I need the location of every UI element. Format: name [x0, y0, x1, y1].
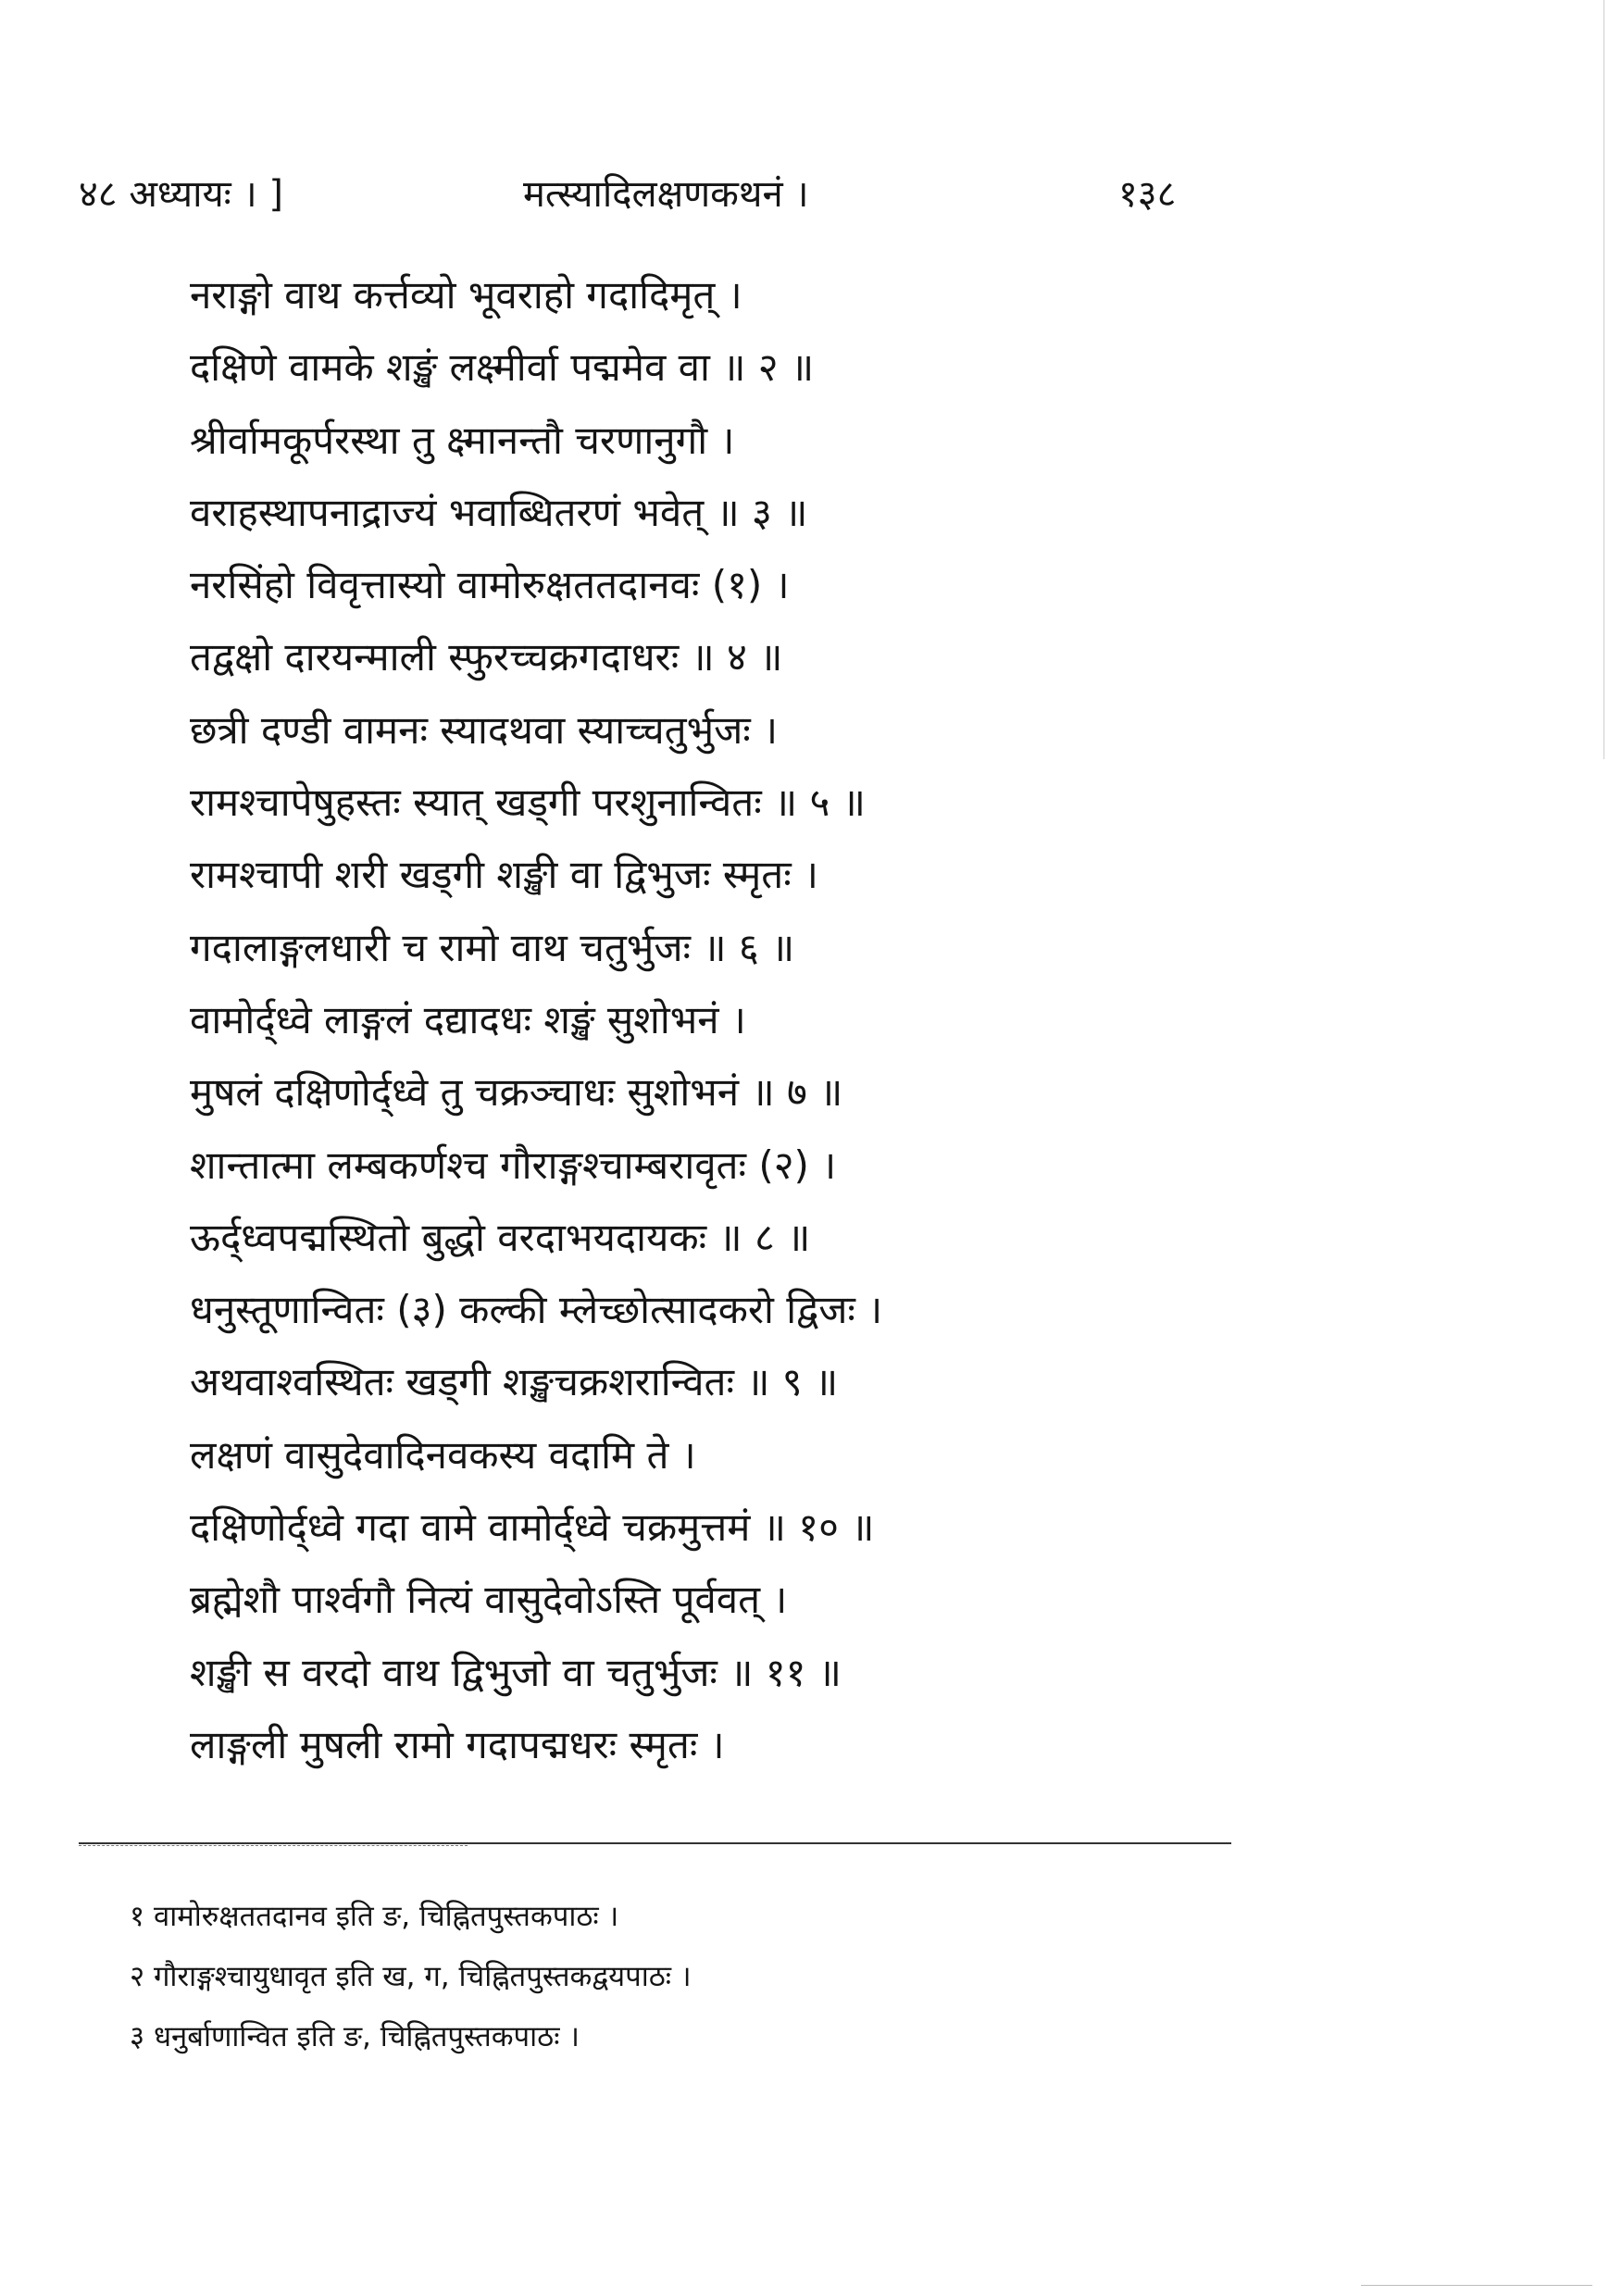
verse-line: रामश्चापी शरी खड्गी शङ्खी वा द्विभुजः स्मृतः ।: [190, 852, 818, 898]
page-title: मत्स्यादिलक्षणकथनं ।: [523, 173, 809, 216]
verse-line: छत्री दण्डी वामनः स्यादथवा स्याच्चतुर्भुजः ।: [190, 706, 779, 753]
verse-line: शान्तात्मा लम्बकर्णश्च गौराङ्गश्चाम्बरावृतः (२) ।: [190, 1142, 837, 1188]
chapter-label: ४८ अध्यायः । ]: [79, 173, 283, 216]
verse-line: दक्षिणोर्द्ध्वे गदा वामे वामोर्द्ध्वे चक्रमुत्तमं ॥ १० ॥: [190, 1504, 875, 1551]
footnote-divider-faint: [79, 1845, 468, 1846]
verse-line: नरसिंहो विवृत्तास्यो वामोरुक्षततदानवः (१) ।: [190, 562, 790, 608]
verse-line: अथवाश्वस्थितः खड्गी शङ्खचक्रशरान्वितः ॥ ९ ॥: [190, 1359, 839, 1405]
verse-line: नराङ्गो वाथ कर्त्तव्यो भूवराहो गदादिमृत् ।: [190, 272, 742, 318]
verse-line: ऊर्द्ध्वपद्मस्थितो बुद्धो वरदाभयदायकः ॥ ८ ॥: [190, 1214, 811, 1260]
running-header: [0, 157, 1622, 222]
scan-edge-line: [1603, 0, 1604, 759]
verse-line: शङ्खी स वरदो वाथ द्विभुजो वा चतुर्भुजः ॥ ११ ॥: [190, 1649, 842, 1695]
verse-line: वराहस्थापनाद्राज्यं भवाब्धितरणं भवेत् ॥ ३ ॥: [190, 489, 808, 535]
verse-line: तद्वक्षो दारयन्माली स्फुरच्चक्रगदाधरः ॥ ४ ॥: [190, 634, 783, 680]
footnote: ३ धनुर्बाणान्वित इति ङ, चिह्नितपुस्तकपाठः ।: [130, 2020, 580, 2053]
verse-line: श्रीर्वामकूर्परस्था तु क्ष्मानन्तौ चरणानुगौ ।: [190, 417, 735, 463]
verse-line: रामश्चापेषुहस्तः स्यात् खड्गी परशुनान्वितः ॥ ५ ॥: [190, 780, 866, 826]
footnote: २ गौराङ्गश्चायुधावृत इति ख, ग, चिह्नितपुस्तकद्वयपाठः ।: [130, 1960, 692, 1993]
footnote-divider: [79, 1842, 1231, 1844]
verse-line: वामोर्द्ध्वे लाङ्गलं दद्यादधः शङ्खं सुशोभनं ।: [190, 996, 746, 1042]
verse-line: मुषलं दक्षिणोर्द्ध्वे तु चक्रञ्चाधः सुशोभनं ॥ ७ ॥: [190, 1069, 843, 1116]
verse-line: लाङ्गली मुषली रामो गदापद्मधरः स्मृतः ।: [190, 1721, 725, 1767]
page-number: १३८: [1118, 173, 1177, 216]
verse-line: ब्रह्मेशौ पार्श्वगौ नित्यं वासुदेवोऽस्ति पूर्ववत् ।: [190, 1577, 788, 1623]
footnote: १ वामोरुक्षततदानव इति ङ, चिह्नितपुस्तकपाठः ।: [130, 1900, 619, 1933]
verse-block: [190, 259, 1486, 1781]
scan-edge-line: [1361, 2285, 1592, 2286]
verse-line: धनुस्तूणान्वितः (३) कल्की म्लेच्छोत्सादकरो द्विजः ।: [190, 1287, 883, 1333]
verse-line: लक्षणं वासुदेवादिनवकस्य वदामि ते ।: [190, 1431, 696, 1478]
verse-line: गदालाङ्गलधारी च रामो वाथ चतुर्भुजः ॥ ६ ॥: [190, 924, 795, 970]
verse-line: दक्षिणे वामके शङ्खं लक्ष्मीर्वा पद्ममेव वा ॥ २ ॥: [190, 344, 815, 391]
footnotes: [130, 1889, 1333, 2069]
